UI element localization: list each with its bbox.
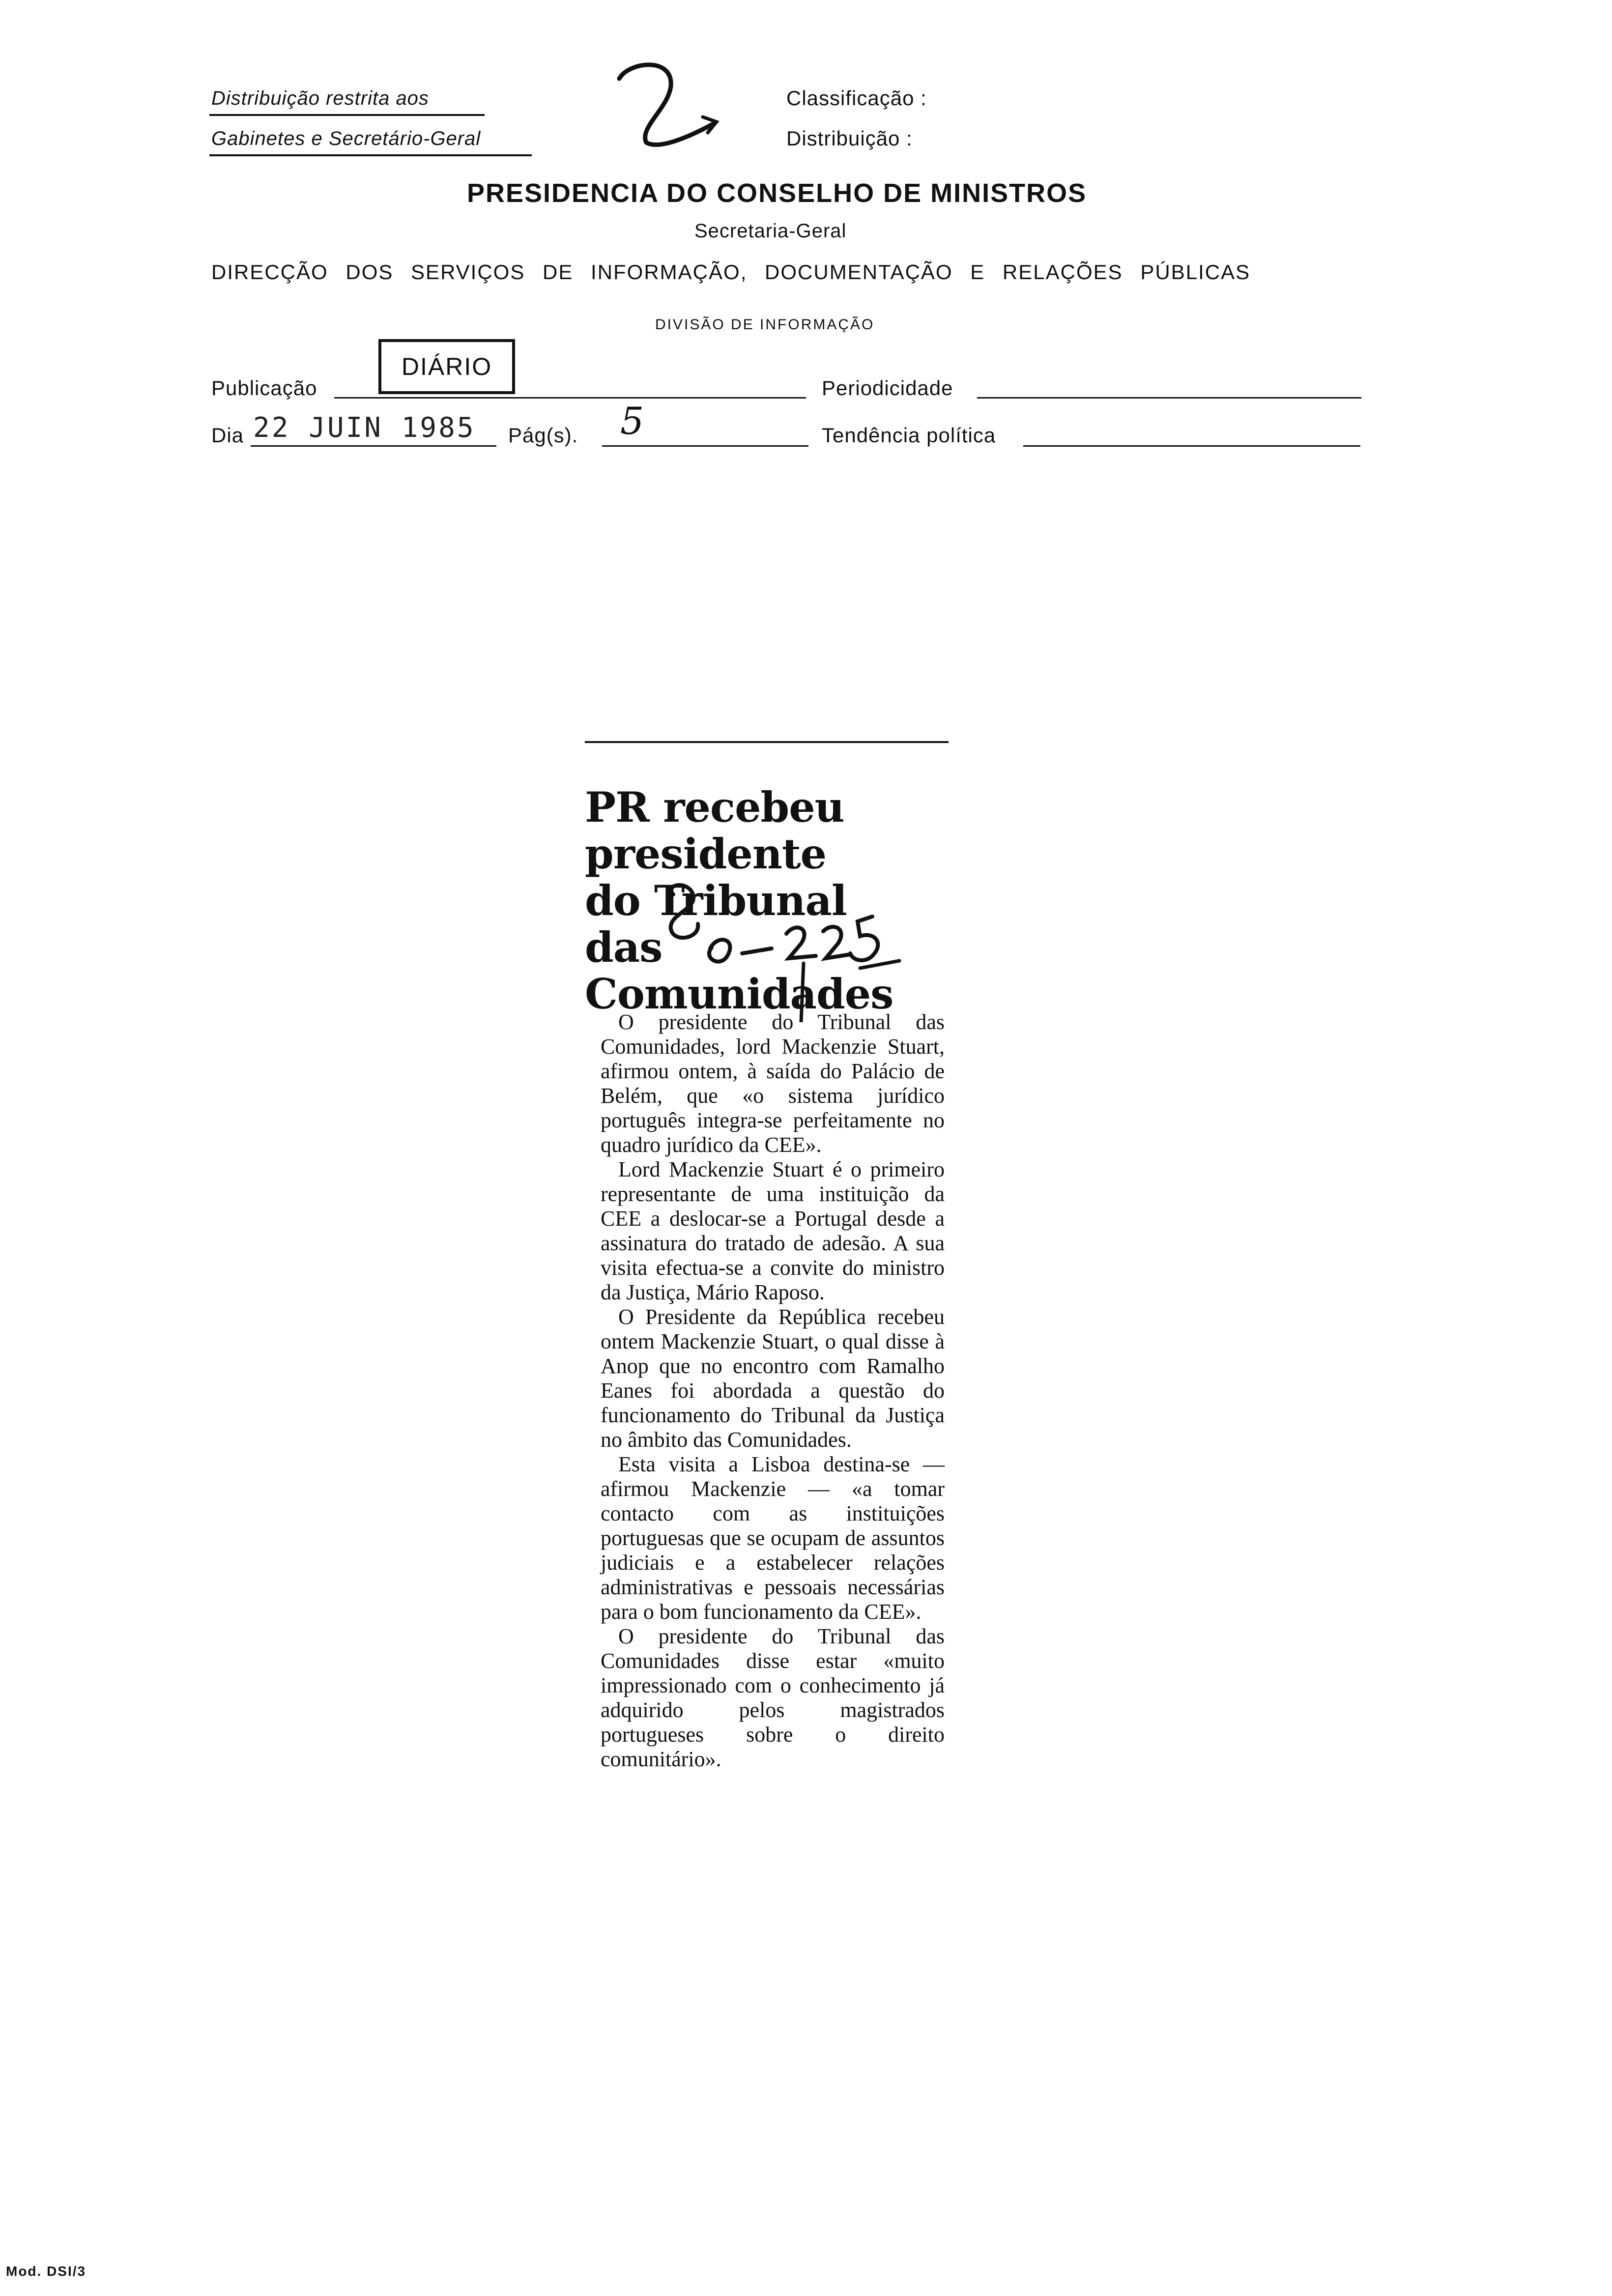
classification-label: Classificação : [786, 86, 927, 110]
periodicity-line [977, 397, 1361, 399]
pages-line [602, 445, 808, 447]
article-paragraph: O Presidente da República recebeu ontem Mackenzie Stuart, o qual disse à Anop que no encontro com Ramalho Eanes foi abordada a questão do funcionamento do Tribunal da Justiça no âmbito das Comunidades. [601, 1305, 945, 1452]
headline-line-1: PR recebeu [585, 783, 844, 832]
model-code: Mod. DSI/3 [6, 2264, 86, 2279]
periodicity-label: Periodicidade [822, 376, 953, 400]
headline-line-4: das [585, 923, 662, 972]
distribution-rule-2 [209, 154, 532, 156]
political-tendency-label: Tendência política [822, 424, 996, 447]
distribution-rule-1 [209, 114, 485, 116]
distribution-line-1: Distribuição restrita aos [211, 87, 429, 109]
headline-line-2: presidente [585, 830, 827, 878]
headline-line-3: do Tribunal [585, 876, 847, 925]
handwritten-number-mark [609, 59, 722, 157]
article-paragraph: Esta visita a Lisboa destina-se — afirmou Mackenzie — «a tomar contacto com as instituições portuguesas que se ocupam de assuntos judiciais e a estabelecer relações administrativas e pessoais necessárias para o bom funcionamento da CEE». [601, 1452, 945, 1624]
day-label: Dia [211, 424, 244, 447]
article-body [601, 1010, 945, 1772]
headline-line-5: Comunidades [585, 970, 893, 1018]
directorate-name: DIRECÇÃO DOS SERVIÇOS DE INFORMAÇÃO, DOCUMENTAÇÃO E RELAÇÕES PÚBLICAS [211, 260, 1251, 284]
political-tendency-line [1023, 445, 1360, 447]
article-paragraph: Lord Mackenzie Stuart é o primeiro representante de uma instituição da CEE a deslocar-se a Portugal desde a assinatura do tratado de adesão. A sua visita efectua-se a convite do ministro da Justiça, Mário Raposo. [601, 1157, 945, 1304]
date-stamp: 22 JUIN 1985 [253, 412, 476, 444]
organization-title: PRESIDENCIA DO CONSELHO DE MINISTROS [467, 178, 1087, 208]
clipping-top-rule [585, 741, 949, 743]
handwritten-annotation [654, 875, 909, 1022]
distribution-line-2: Gabinetes e Secretário-Geral [211, 128, 481, 149]
publication-line [334, 397, 806, 399]
organization-subtitle: Secretaria-Geral [694, 220, 847, 242]
article-paragraph: O presidente do Tribunal das Comunidades, lord Mackenzie Stuart, afirmou ontem, à saída do Palácio de Belém, que «o sistema jurídico português integra-se perfeitamente no quadro jurídico da CEE». [601, 1010, 945, 1157]
publication-label: Publicação [211, 376, 317, 400]
distribution-label: Distribuição : [786, 127, 913, 150]
pages-value: 5 [620, 399, 644, 443]
division-name: DIVISÃO DE INFORMAÇÃO [655, 316, 875, 333]
publication-stamp: DIÁRIO [378, 339, 515, 394]
day-line [251, 445, 496, 447]
article-paragraph: O presidente do Tribunal das Comunidades disse estar «muito impressionado com o conhecimento já adquirido pelos magistrados portugueses sobre o direito comunitário». [601, 1624, 945, 1771]
pages-label: Pág(s). [508, 424, 578, 447]
